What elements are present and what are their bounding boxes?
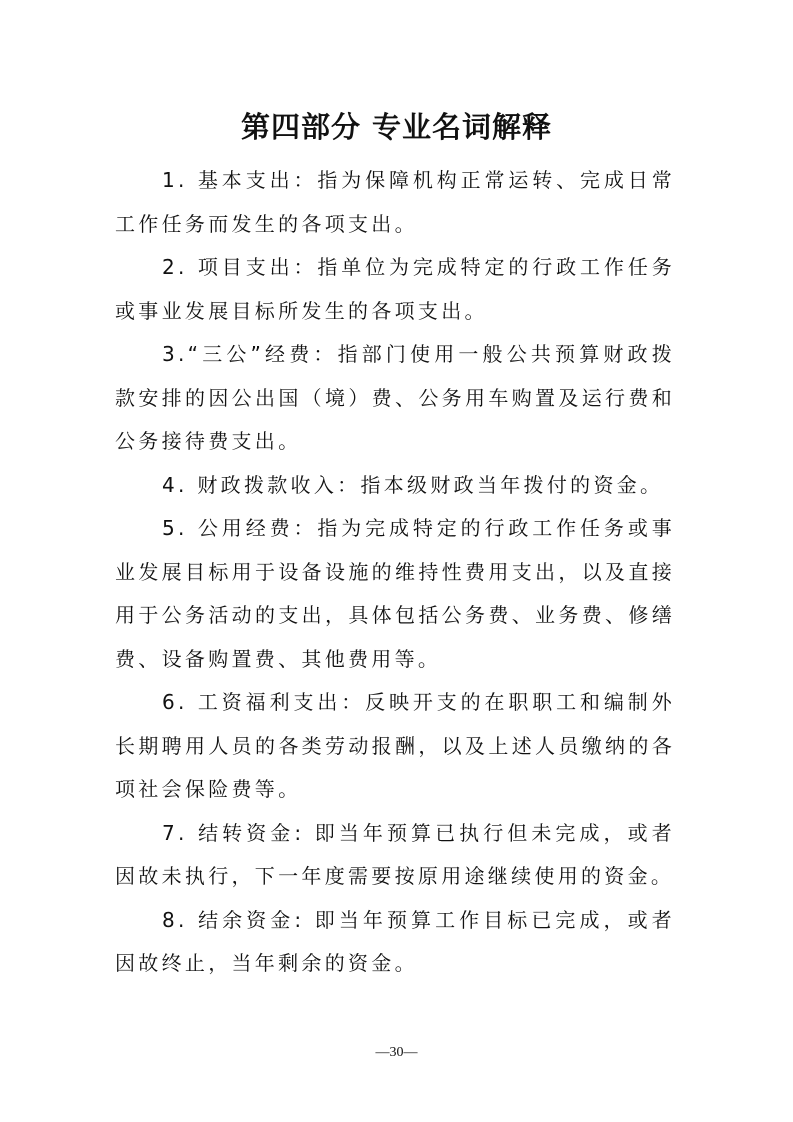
- definition-term: 8. 结余资金:: [162, 907, 305, 932]
- definition-text: 指本级财政当年拨付的资金。: [360, 472, 664, 497]
- definition-term: 4. 财政拨款收入：: [162, 472, 361, 497]
- definition-term: 1. 基本支出：: [162, 168, 318, 192]
- definition-text: 指为保障机构正常运转、完成日常工作任务而发生的各项支出。: [115, 168, 676, 236]
- definition-term: 7. 结转资金:: [162, 820, 305, 845]
- definition-item-1: [115, 159, 675, 246]
- definition-item-5: [115, 507, 675, 681]
- definition-item-4: [115, 464, 675, 508]
- page-title: 第四部分 专业名词解释: [240, 110, 553, 144]
- definitions-list: [115, 159, 675, 986]
- definition-item-2: [115, 246, 675, 333]
- definition-text: 指部门使用一般公共预算财政拨款安排的因公出国（境）费、公务用车购置及运行费和公务接待费支出。: [115, 342, 675, 453]
- definition-item-8: [115, 899, 675, 986]
- definition-text: 指为完成特定的行政工作任务或事业发展目标用于设备设施的维持性费用支出，以及直接用于公务活动的支出，具体包括公务费、业务费、修缮费、设备购置费、其他费用等。: [115, 516, 676, 671]
- definition-item-3: [115, 333, 675, 464]
- definition-term: 6. 工资福利支出：: [162, 690, 366, 714]
- definition-term: 2. 项目支出：: [162, 255, 318, 279]
- definition-text: 指单位为完成特定的行政工作任务或事业发展目标所发生的各项支出。: [115, 255, 676, 323]
- definition-text: 反映开支的在职职工和编制外长期聘用人员的各类劳动报酬，以及上述人员缴纳的各项社会保险费等。: [115, 690, 675, 801]
- definition-text: 即当年预算工作目标已完成，或者因故终止，当年剩余的资金。: [115, 907, 675, 975]
- definition-item-6: [115, 681, 675, 812]
- page-number: —30—: [375, 1045, 418, 1060]
- definition-item-7: [115, 812, 675, 899]
- definition-term: 3.“三公”经费：: [162, 342, 338, 366]
- definition-term: 5. 公用经费：: [162, 516, 318, 540]
- definition-text: 即当年预算已执行但未完成，或者因故未执行，下一年度需要按原用途继续使用的资金。: [115, 820, 675, 888]
